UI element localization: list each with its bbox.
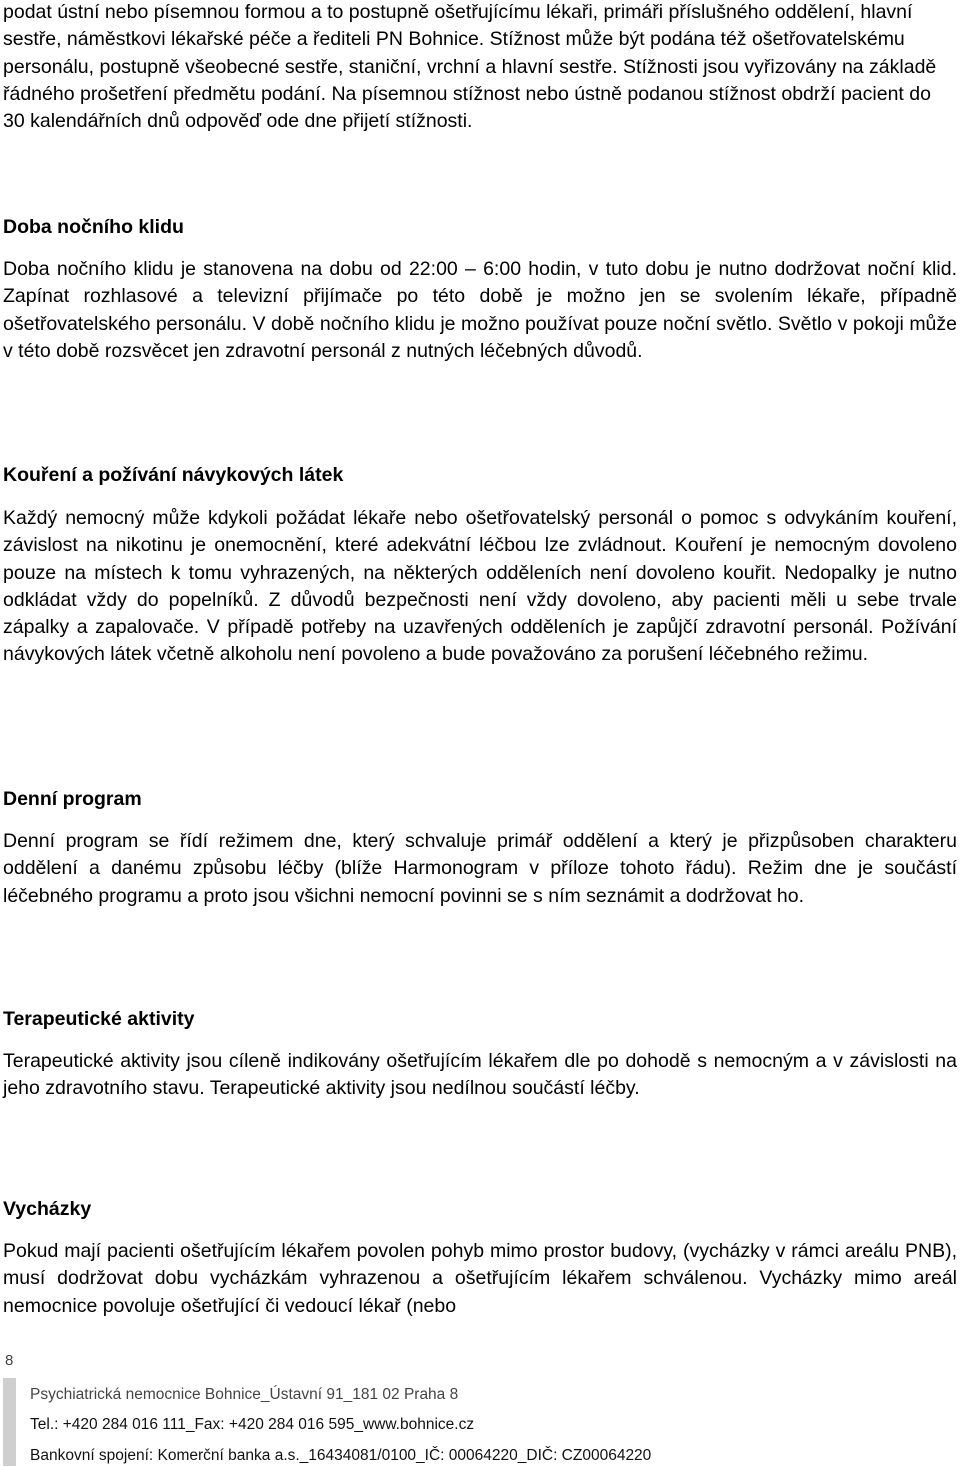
page-number: 8 [5,1352,14,1369]
section-therapeutic-activities [3,1006,957,1103]
footer-address: Psychiatrická nemocnice Bohnice_Ústavní 91_181 02 Praha 8 [30,1386,459,1403]
section-walks [3,1196,957,1320]
section-heading: Terapeutické aktivity [3,1008,195,1030]
section-heading: Vycházky [3,1198,92,1220]
section-smoking [3,462,957,669]
section-heading: Doba nočního klidu [3,216,184,238]
footer-contact: Tel.: +420 284 016 111_Fax: +420 284 016 595_www.bohnice.cz [30,1416,475,1433]
section-night-rest [3,214,957,365]
footer-bank: Bankovní spojení: Komerční banka a.s._16434081/0100_IČ: 00064220_DIČ: CZ00064220 [30,1447,652,1464]
section-paragraph: Pokud mají pacienti ošetřujícím lékařem povolen pohyb mimo prostor budovy, (vycházky v rámci areálu PNB), musí dodržovat dobu vycházkám vyhrazenou a ošetřujícím lékařem schválenou. Vycházky mimo areál nemocnice povoluje ošetřující či vedoucí lékař (nebo [3,1240,957,1317]
section-paragraph: Denní program se řídí režimem dne, který schvaluje primář oddělení a který je přizpůsoben charakteru oddělení a danému způsobu léčby (blíže Harmonogram v příloze tohoto řádu). Režim dne je součástí léčebného programu a proto jsou všichni nemocní povinni se s ním seznámit a dodržovat ho. [3,830,957,907]
section-paragraph: Terapeutické aktivity jsou cíleně indikovány ošetřujícím lékařem dle po dohodě s nemocným a v závislosti na jeho zdravotního stavu. Terapeutické aktivity jsou nedílnou součástí léčby. [3,1050,957,1100]
section-heading: Kouření a požívání návykových látek [3,464,344,486]
footer-accent-bar [3,1378,16,1466]
section-paragraph: Každý nemocný může kdykoli požádat lékaře nebo ošetřovatelský personál o pomoc s odvykáním kouření, závislost na nikotinu je onemocnění, které adekvátní léčbou lze zvládnout. Kouření je nemocným dovoleno pouze na místech k tomu vyhrazených, na některých odděleních není dovoleno kouřit. Nedopalky je nutno odkládat vždy do popelníků. Z důvodů bezpečnosti není vždy dovoleno, aby pacienti měli u sebe trvale zápalky a zapalovače. V případě potřeby na uzavřených odděleních je zapůjčí zdravotní personál. Požívání návykových látek včetně alkoholu není povoleno a bude považováno za porušení léčebného režimu. [3,507,957,666]
section-heading: Denní program [3,788,142,810]
intro-paragraph: podat ústní nebo písemnou formou a to postupně ošetřujícímu lékaři, primáři příslušného oddělení, hlavní sestře, náměstkovi lékařské péče a řediteli PN Bohnice. Stížnost může být podána též ošetřovatelskému personálu, postupně všeobecné sestře, staniční, vrchní a hlavní sestře. Stížnosti jsou vyřizovány na základě řádného prošetření předmětu podání. Na písemnou stížnost nebo ústně podanou stížnost obdrží pacient do 30 kalendářních dnů odpověď ode dne přijetí stížnosti. [3,1,937,133]
section-paragraph: Doba nočního klidu je stanovena na dobu od 22:00 – 6:00 hodin, v tuto dobu je nutno dodržovat noční klid. Zapínat rozhlasové a televizní přijímače po této době je možno jen se svolením lékaře, případně ošetřovatelského personálu. V době nočního klidu je možno používat pouze noční světlo. Světlo v pokoji může v této době rozsvěcet jen zdravotní personál z nutných léčebných důvodů. [3,258,957,362]
section-daily-program [3,786,957,910]
